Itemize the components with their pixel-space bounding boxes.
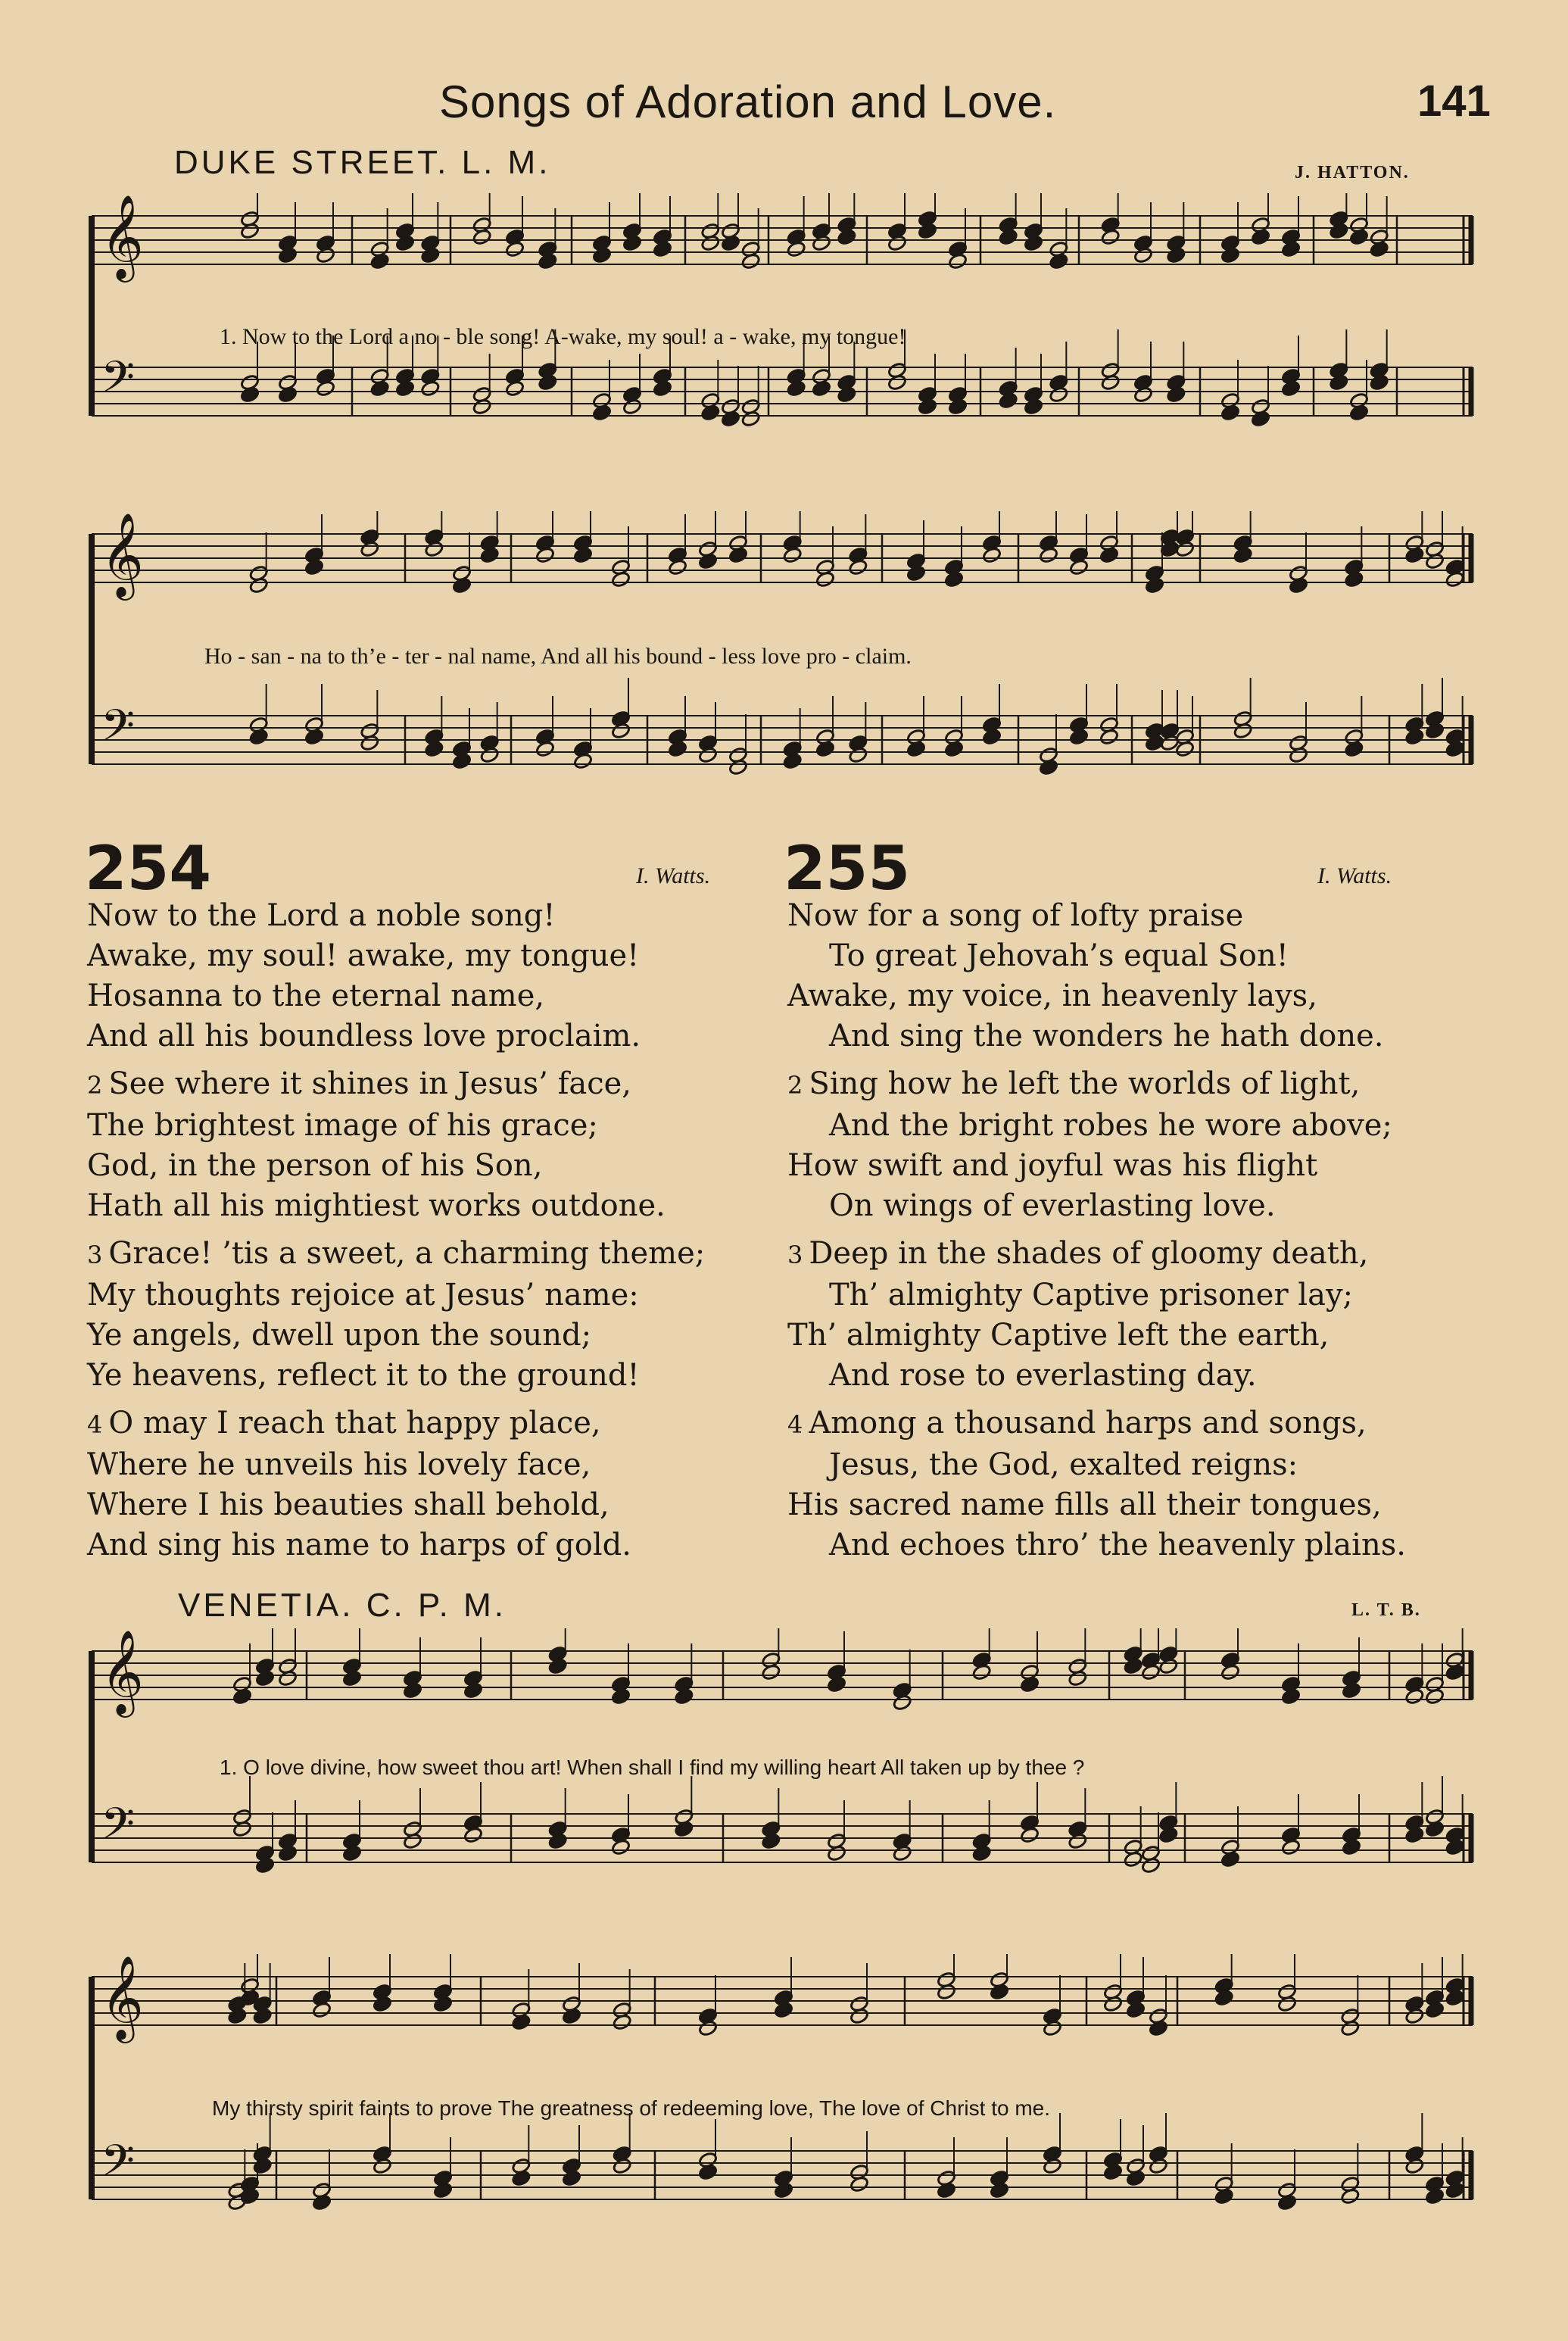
hymn-254-author: I. Watts. xyxy=(636,863,711,888)
score-system-3 xyxy=(87,1628,1480,1931)
note-head xyxy=(1277,1996,1297,2013)
note-head xyxy=(1166,247,1186,264)
treble-clef-icon: 𝄞 xyxy=(101,1629,144,1714)
verse-line: And the bright robes he wore above; xyxy=(829,1108,1392,1143)
bass-clef-icon: 𝄢 xyxy=(101,1798,136,1860)
note-head xyxy=(232,1821,252,1838)
verse-4 xyxy=(87,1403,705,1565)
note-head xyxy=(1329,223,1348,240)
note-head xyxy=(562,2170,581,2187)
note-head xyxy=(653,380,672,398)
note-head xyxy=(255,1670,275,1687)
verse-number: 3 xyxy=(787,1241,803,1269)
note-head xyxy=(1445,2182,1465,2199)
note-head xyxy=(1149,2020,1168,2037)
note-head xyxy=(1020,1676,1040,1693)
note-head xyxy=(622,398,642,416)
note-head xyxy=(972,1664,992,1681)
verse-line: Awake, my soul! awake, my tongue! xyxy=(87,938,640,973)
note-head xyxy=(433,2182,453,2199)
note-head xyxy=(1124,1658,1143,1675)
note-head xyxy=(1233,723,1253,740)
note-head xyxy=(783,753,803,770)
verse-line: My thoughts rejoice at Jesus’ name: xyxy=(87,1278,639,1313)
note-head xyxy=(1349,229,1369,246)
note-head xyxy=(1329,374,1348,392)
note-head xyxy=(1445,1839,1465,1856)
note-head xyxy=(721,410,740,428)
note-head xyxy=(373,2158,392,2175)
note-head xyxy=(1425,1688,1445,1706)
note-head xyxy=(1126,2170,1146,2187)
page-title: Songs of Adoration and Love. xyxy=(439,76,1057,127)
note-head xyxy=(668,741,687,758)
note-head xyxy=(1068,1670,1087,1687)
bass-clef-icon: 𝄢 xyxy=(101,2135,136,2197)
note-head xyxy=(990,1984,1009,2001)
lyrics-line-1: 1. Now to the Lord a no - ble song! A-wake, my soul! a - wake, my tongue! xyxy=(220,324,906,349)
verse-number: 2 xyxy=(87,1071,103,1100)
note-head xyxy=(1133,386,1153,404)
note-head xyxy=(999,392,1018,410)
note-head xyxy=(420,380,440,398)
note-head xyxy=(535,547,555,564)
note-head xyxy=(918,398,937,416)
note-head xyxy=(827,1845,846,1862)
note-head xyxy=(592,247,612,264)
verse-number: 3 xyxy=(87,1241,103,1269)
verse-line: God, in the person of his Son, xyxy=(87,1148,543,1183)
note-head xyxy=(700,235,720,252)
note-head xyxy=(1133,247,1153,264)
verse-2 xyxy=(87,1064,705,1226)
note-head xyxy=(1404,729,1424,746)
note-head xyxy=(1141,1857,1161,1874)
note-head xyxy=(1233,547,1253,564)
note-head xyxy=(505,380,525,398)
note-head xyxy=(1340,2188,1360,2205)
note-head xyxy=(304,559,324,576)
note-head xyxy=(1349,404,1369,422)
note-head xyxy=(316,380,335,398)
verse-line: Among a thousand harps and songs, xyxy=(809,1406,1367,1440)
note-head xyxy=(1069,729,1089,746)
note-head xyxy=(548,1833,568,1850)
music-staff-system xyxy=(87,511,1480,829)
note-head xyxy=(1251,229,1270,246)
note-head xyxy=(918,223,937,240)
verse-2 xyxy=(787,1064,1406,1226)
note-head xyxy=(403,1833,422,1850)
note-head xyxy=(1220,1664,1240,1681)
bass-clef-icon: 𝄢 xyxy=(101,700,136,762)
note-head xyxy=(1289,577,1308,595)
note-head xyxy=(944,741,964,758)
note-head xyxy=(1043,2158,1062,2175)
note-head xyxy=(972,1845,992,1862)
note-head xyxy=(674,1688,694,1706)
note-head xyxy=(613,2158,632,2175)
note-head xyxy=(1289,747,1308,764)
note-head xyxy=(403,1682,422,1700)
note-head xyxy=(761,1664,781,1681)
note-head xyxy=(1404,2158,1424,2175)
treble-clef-icon: 𝄞 xyxy=(101,194,144,279)
note-head xyxy=(849,2008,869,2025)
verse-line: Where he unveils his lovely face, xyxy=(87,1447,591,1482)
note-head xyxy=(278,386,298,404)
verse-line: Grace! ’tis a sweet, a charming theme; xyxy=(108,1236,706,1271)
note-head xyxy=(1370,374,1389,392)
tune-name-duke-street: DUKE STREET. L. M. xyxy=(174,144,551,181)
note-head xyxy=(1281,1839,1301,1856)
note-head xyxy=(312,2194,332,2211)
verse-line: How swift and joyful was his flight xyxy=(787,1148,1318,1183)
note-head xyxy=(761,1833,781,1850)
page-number: 141 xyxy=(1417,76,1491,126)
note-head xyxy=(511,2014,531,2031)
verse-line: Sing how he left the worlds of light, xyxy=(809,1066,1361,1101)
note-head xyxy=(562,2008,581,2025)
note-head xyxy=(741,410,761,428)
verse-3 xyxy=(787,1234,1406,1396)
note-head xyxy=(1158,1827,1178,1844)
note-head xyxy=(611,1839,631,1856)
note-head xyxy=(990,2182,1009,2199)
note-head xyxy=(1166,386,1186,404)
hymn-number-255: 255 xyxy=(784,833,910,904)
note-head xyxy=(360,735,379,752)
note-head xyxy=(948,253,968,270)
note-head xyxy=(433,1996,453,2013)
note-head xyxy=(906,741,926,758)
verse-line: O may I reach that happy place, xyxy=(108,1406,601,1440)
note-head xyxy=(611,571,631,588)
note-head xyxy=(253,2158,273,2175)
note-head xyxy=(573,547,593,564)
note-head xyxy=(360,541,379,558)
note-head xyxy=(535,741,555,758)
composer-hatton: J. HATTON. xyxy=(1295,163,1410,183)
note-head xyxy=(1277,2194,1297,2211)
note-head xyxy=(1024,398,1043,416)
note-head xyxy=(511,2170,531,2187)
bass-clef-icon: 𝄢 xyxy=(101,351,136,414)
note-head xyxy=(370,253,390,270)
note-head xyxy=(1020,1827,1040,1844)
treble-clef-icon: 𝄞 xyxy=(101,1955,144,2040)
note-head xyxy=(827,1676,846,1693)
note-head xyxy=(1404,1688,1424,1706)
verse-1 xyxy=(87,896,705,1057)
note-head xyxy=(653,241,672,258)
verse-line: Awake, my voice, in heavenly lays, xyxy=(787,979,1317,1013)
note-head xyxy=(948,398,968,416)
note-head xyxy=(472,398,492,416)
note-head xyxy=(480,747,500,764)
music-staff-system xyxy=(87,1628,1480,1931)
note-head xyxy=(548,1658,568,1675)
note-head xyxy=(1103,2164,1123,2181)
note-head xyxy=(373,1996,392,2013)
score-system-2 xyxy=(87,511,1480,829)
note-head xyxy=(1251,410,1270,428)
note-head xyxy=(592,404,612,422)
verse-line: On wings of everlasting love. xyxy=(829,1188,1276,1223)
note-head xyxy=(1404,547,1424,564)
verse-line: Ye heavens, reflect it to the ground! xyxy=(87,1358,640,1393)
verse-line: Th’ almighty Captive left the earth, xyxy=(787,1318,1330,1353)
note-head xyxy=(1141,1664,1161,1681)
note-head xyxy=(611,1688,631,1706)
note-head xyxy=(420,247,440,264)
note-head xyxy=(505,241,525,258)
note-head xyxy=(982,729,1002,746)
note-head xyxy=(1344,741,1364,758)
note-head xyxy=(1281,241,1301,258)
note-head xyxy=(1149,2158,1168,2175)
note-head xyxy=(1049,253,1068,270)
note-head xyxy=(815,571,835,588)
verse-line: Now to the Lord a noble song! xyxy=(87,898,556,933)
note-head xyxy=(304,729,324,746)
note-head xyxy=(249,729,269,746)
note-head xyxy=(316,247,335,264)
note-head xyxy=(674,1821,694,1838)
note-head xyxy=(1126,2002,1146,2019)
note-head xyxy=(1370,241,1389,258)
note-head xyxy=(424,541,444,558)
lyrics-line-3: 1. O love divine, how sweet thou art! When shall I find my willing heart All taken up by thee ? xyxy=(220,1756,1085,1779)
note-head xyxy=(1099,547,1119,564)
note-head xyxy=(613,2014,632,2031)
note-head xyxy=(342,1845,362,1862)
note-head xyxy=(698,747,718,764)
note-head xyxy=(1404,2008,1424,2025)
note-head xyxy=(1099,729,1119,746)
note-head xyxy=(1124,1851,1143,1868)
verse-line: Th’ almighty Captive prisoner lay; xyxy=(829,1278,1354,1313)
note-head xyxy=(1445,571,1465,588)
note-head xyxy=(837,386,856,404)
verse-line: To great Jehovah’s equal Son! xyxy=(829,938,1289,973)
note-head xyxy=(573,753,593,770)
note-head xyxy=(728,547,748,564)
note-head xyxy=(1214,1990,1234,2007)
note-head xyxy=(700,404,720,422)
note-head xyxy=(538,253,557,270)
note-head xyxy=(812,235,831,252)
note-head xyxy=(463,1827,483,1844)
note-head xyxy=(1158,1658,1178,1675)
note-head xyxy=(774,2182,793,2199)
verse-line: His sacred name fills all their tongues, xyxy=(787,1487,1382,1522)
note-head xyxy=(982,547,1002,564)
note-head xyxy=(1069,559,1089,576)
note-head xyxy=(1220,247,1240,264)
note-head xyxy=(1281,380,1301,398)
note-head xyxy=(1425,553,1445,570)
note-head xyxy=(1049,386,1068,404)
note-head xyxy=(728,759,748,776)
note-head xyxy=(312,2002,332,2019)
note-head xyxy=(999,229,1018,246)
verse-number: 4 xyxy=(87,1410,103,1439)
verse-line: And sing his name to harps of gold. xyxy=(87,1528,631,1562)
composer-ltb: L. T. B. xyxy=(1351,1600,1421,1620)
verse-number: 4 xyxy=(787,1410,803,1439)
hymn-255-verses xyxy=(787,896,1406,1565)
note-head xyxy=(1175,541,1195,558)
note-head xyxy=(1445,1990,1465,2007)
note-head xyxy=(240,386,260,404)
note-head xyxy=(1445,741,1465,758)
hymn-number-254: 254 xyxy=(85,833,211,904)
verse-line: And sing the wonders he hath done. xyxy=(829,1019,1384,1053)
note-head xyxy=(887,374,907,392)
verse-line: And echoes thro’ the heavenly plains. xyxy=(829,1528,1406,1562)
verse-line: Hosanna to the eternal name, xyxy=(87,979,545,1013)
note-head xyxy=(1220,1851,1240,1868)
note-head xyxy=(1039,759,1058,776)
verse-line: Hath all his mightiest works outdone. xyxy=(87,1188,666,1223)
note-head xyxy=(452,753,472,770)
note-head xyxy=(1425,723,1445,740)
verse-line: See where it shines in Jesus’ face, xyxy=(108,1066,632,1101)
note-head xyxy=(1024,235,1043,252)
verse-3 xyxy=(87,1234,705,1396)
note-head xyxy=(887,235,907,252)
note-head xyxy=(893,1694,912,1712)
verse-number: 2 xyxy=(787,1071,803,1100)
note-head xyxy=(893,1845,912,1862)
note-head xyxy=(741,253,761,270)
note-head xyxy=(611,723,631,740)
verse-4 xyxy=(787,1403,1406,1565)
note-head xyxy=(721,235,740,252)
note-head xyxy=(370,380,390,398)
note-head xyxy=(240,223,260,240)
note-head xyxy=(395,380,415,398)
treble-clef-icon: 𝄞 xyxy=(101,512,144,597)
note-head xyxy=(812,380,831,398)
note-head xyxy=(1340,2020,1360,2037)
note-head xyxy=(937,2182,956,2199)
note-head xyxy=(937,1984,956,2001)
note-head xyxy=(774,2002,793,2019)
note-head xyxy=(1342,1682,1361,1700)
note-head xyxy=(622,235,642,252)
lyrics-line-2: Ho - san - na to th’e - ter - nal name, And all his bound - less love pro - claim. xyxy=(204,644,912,669)
note-head xyxy=(787,380,806,398)
note-head xyxy=(1425,1821,1445,1838)
note-head xyxy=(1342,1839,1361,1856)
note-head xyxy=(698,2020,718,2037)
note-head xyxy=(849,2176,869,2193)
verse-line: Now for a song of lofty praise xyxy=(787,898,1244,933)
hymn-255-author: I. Watts. xyxy=(1317,863,1392,888)
note-head xyxy=(1425,2002,1445,2019)
note-head xyxy=(1039,547,1058,564)
note-head xyxy=(424,741,444,758)
note-head xyxy=(278,247,298,264)
verse-line: And all his boundless love proclaim. xyxy=(87,1019,641,1053)
note-head xyxy=(698,2164,718,2181)
note-head xyxy=(848,559,868,576)
note-head xyxy=(1220,404,1240,422)
note-head xyxy=(240,2188,260,2205)
note-head xyxy=(1445,1664,1465,1681)
note-head xyxy=(906,565,926,582)
note-head xyxy=(1101,229,1121,246)
note-head xyxy=(452,577,472,595)
note-head xyxy=(815,741,835,758)
note-head xyxy=(253,2008,273,2025)
note-head xyxy=(538,374,557,392)
note-head xyxy=(1068,1833,1087,1850)
note-head xyxy=(698,553,718,570)
note-head xyxy=(278,1670,298,1687)
note-head xyxy=(278,1845,298,1862)
verse-line: The brightest image of his grace; xyxy=(87,1108,598,1143)
note-head xyxy=(1214,2188,1234,2205)
note-head xyxy=(480,547,500,564)
note-head xyxy=(463,1682,483,1700)
verse-line: Jesus, the God, exalted reigns: xyxy=(829,1447,1298,1482)
verse-1 xyxy=(787,896,1406,1057)
verse-line: Deep in the shades of gloomy death, xyxy=(809,1236,1369,1271)
note-head xyxy=(1145,577,1164,595)
note-head xyxy=(1281,1688,1301,1706)
note-head xyxy=(249,577,269,595)
note-head xyxy=(848,747,868,764)
note-head xyxy=(1425,2188,1445,2205)
note-head xyxy=(1043,2020,1062,2037)
note-head xyxy=(395,235,415,252)
note-head xyxy=(472,229,492,246)
note-head xyxy=(837,229,856,246)
lyrics-line-4: My thirsty spirit faints to prove The greatness of redeeming love, The love of Christ to me. xyxy=(212,2096,1051,2120)
note-head xyxy=(1404,1827,1424,1844)
verse-line: And rose to everlasting day. xyxy=(829,1358,1257,1393)
verse-line: Ye angels, dwell upon the sound; xyxy=(87,1318,592,1353)
note-head xyxy=(944,571,964,588)
note-head xyxy=(232,1688,252,1706)
hymn-254-verses xyxy=(87,896,705,1565)
note-head xyxy=(783,547,803,564)
note-head xyxy=(255,1857,275,1874)
note-head xyxy=(787,241,806,258)
note-head xyxy=(668,559,687,576)
note-head xyxy=(227,2008,247,2025)
note-head xyxy=(1344,571,1364,588)
tune-name-venetia: VENETIA. C. P. M. xyxy=(178,1587,507,1624)
note-head xyxy=(1101,374,1121,392)
note-head xyxy=(342,1670,362,1687)
verse-line: Where I his beauties shall behold, xyxy=(87,1487,609,1522)
note-head xyxy=(1103,1996,1123,2013)
